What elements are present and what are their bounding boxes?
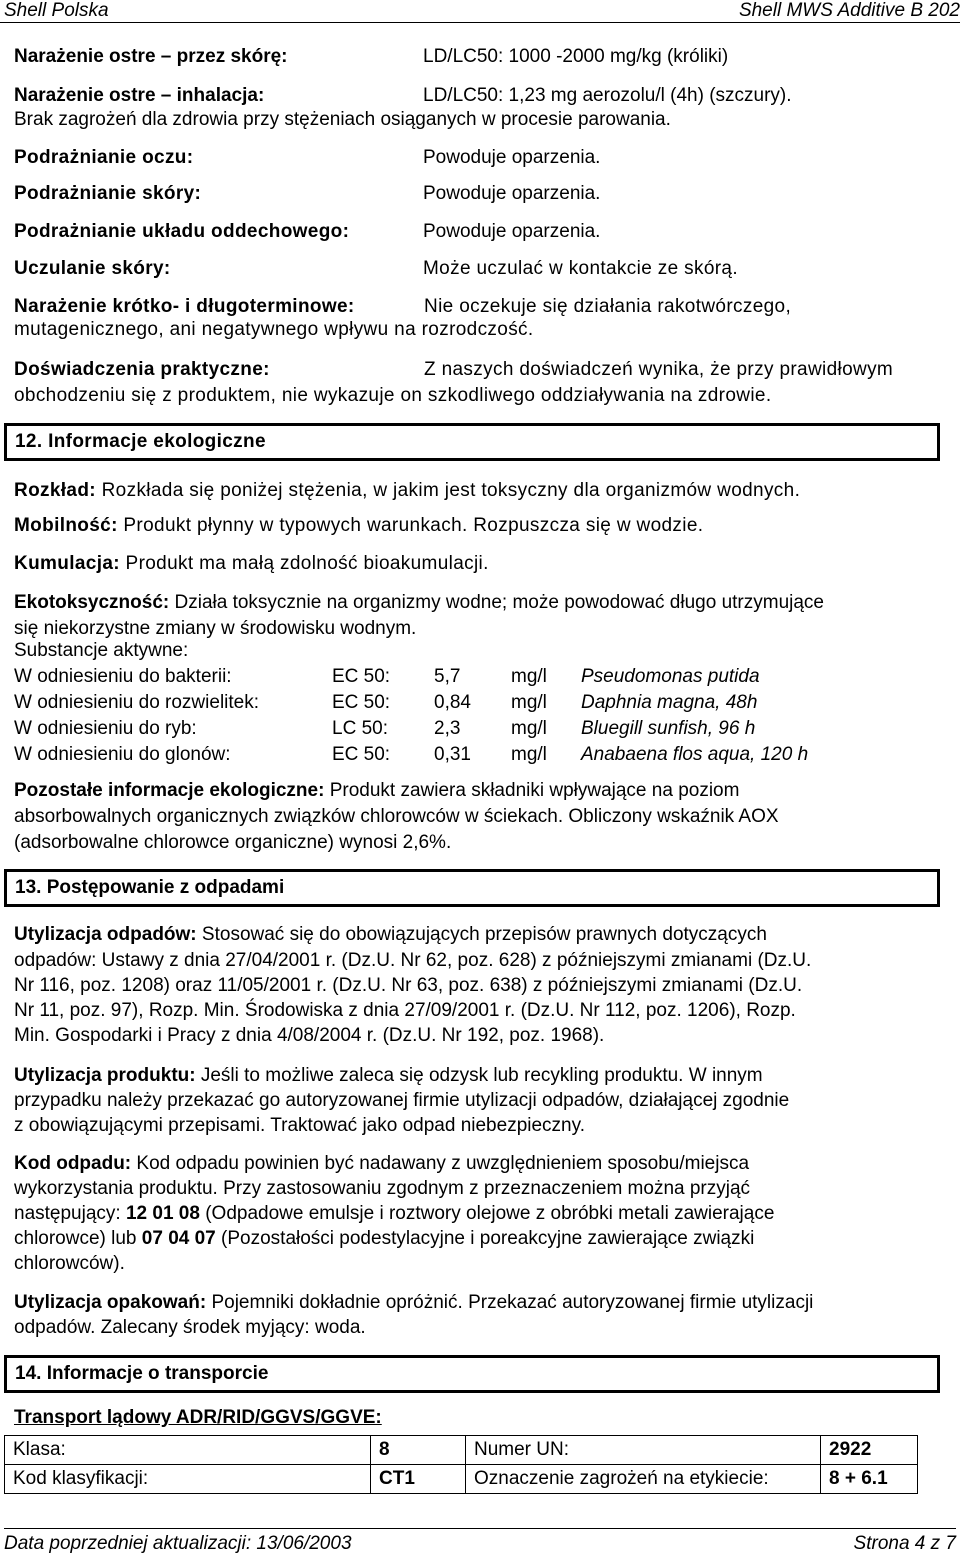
ecotox-table: [14, 664, 808, 768]
product-line-1: [14, 1063, 763, 1089]
table-row: [14, 690, 808, 716]
table-row: [14, 664, 808, 690]
section-13-title: 13. Postępowanie z odpadami: [15, 877, 285, 898]
sensitization-value: Może uczulać w kontakcie ze skórą.: [423, 258, 738, 279]
transport-cell: Numer UN:: [466, 1436, 821, 1465]
waste-text-5: Min. Gospodarki i Pracy z dnia 4/08/2004 r. (Dz.U. Nr 192, poz. 1968).: [14, 1025, 605, 1046]
practical-value: Z naszych doświadczeń wynika, że przy prawidłowym: [424, 359, 894, 380]
table-row: [5, 1436, 918, 1465]
code-line-4: [14, 1226, 754, 1252]
tox-label-inhalation: Narażenie ostre – inhalacja:: [14, 85, 265, 106]
substancje-label: Substancje aktywne:: [14, 640, 189, 661]
ecotox-ref: W odniesieniu do rozwielitek:: [14, 692, 260, 713]
transport-cell: 8 + 6.1: [821, 1465, 918, 1494]
waste-label: Utylizacja odpadów:: [14, 924, 197, 945]
ecotox-organism: Bluegill sunfish, 96 h: [581, 718, 756, 739]
irritation-skin-value: Powoduje oparzenia.: [423, 183, 601, 204]
transport-table: [4, 1435, 918, 1494]
footer-last-update: Data poprzedniej aktualizacji: 13/06/2003: [4, 1533, 352, 1554]
section-14-title: 14. Informacje o transporcie: [15, 1363, 269, 1384]
mobilnosc-text: Produkt płynny w typowych warunkach. Rozpuszcza się w wodzie.: [117, 515, 704, 536]
waste-code-1: 12 01 08: [125, 1203, 200, 1224]
code-line-1: [14, 1151, 749, 1177]
product-text-2: przypadku należy przekazać go autoryzowanej firmie utylizacji odpadów, działającej zgodnie: [14, 1090, 790, 1111]
long-term-value: Nie oczekuje się działania rakotwórczego,: [424, 296, 792, 317]
product-label: Utylizacja produktu:: [14, 1065, 196, 1086]
ekotox-text-1: Działa toksycznie na organizmy wodne; może powodować długo utrzymujące: [169, 592, 825, 613]
section-14-header: [4, 1355, 940, 1393]
long-term-cont: mutagenicznego, ani negatywnego wpływu na rozrodczość.: [14, 319, 534, 340]
transport-cell: 8: [371, 1436, 466, 1465]
waste-line-1: [14, 922, 767, 948]
transport-cell: CT1: [371, 1465, 466, 1494]
pack-text-1: Pojemniki dokładnie opróżnić. Przekazać autoryzowanej firmie utylizacji: [206, 1292, 814, 1313]
ecotox-unit: mg/l: [511, 718, 547, 739]
waste-text-2: odpadów: Ustawy z dnia 27/04/2001 r. (Dz.U. Nr 62, poz. 628) z późniejszymi zmianami (Dz.U.: [14, 950, 812, 971]
ecotox-ref: W odniesieniu do bakterii:: [14, 666, 232, 687]
waste-code-2: 07 04 07: [141, 1228, 216, 1249]
tox-value-inhalation: LD/LC50: 1,23 mg aerozolu/l (4h) (szczury).: [423, 85, 792, 106]
transport-cell: Oznaczenie zagrożeń na etykiecie:: [466, 1465, 821, 1494]
page-footer: [4, 1528, 956, 1555]
code-line-3: [14, 1201, 774, 1227]
rozklad-line: [14, 478, 800, 504]
waste-text-4: Nr 11, poz. 97), Rozp. Min. Środowiska z dnia 27/09/2001 r. (Dz.U. Nr 112, poz. 1206), Rozp.: [14, 1000, 796, 1021]
table-row: [14, 742, 808, 768]
irritation-eye-label: Podrażnianie oczu:: [14, 147, 194, 168]
section-12-header: [4, 423, 940, 461]
irritation-eye-value: Powoduje oparzenia.: [423, 147, 601, 168]
transport-cell: 2922: [821, 1436, 918, 1465]
ecotox-type: EC 50:: [332, 692, 391, 713]
table-row: [5, 1465, 918, 1494]
section-13-header: [4, 869, 940, 907]
ecotox-organism: Pseudomonas putida: [581, 666, 760, 687]
ecotox-unit: mg/l: [511, 666, 547, 687]
waste-text-3: Nr 116, poz. 1208) oraz 11/05/2001 r. (Dz.U. Nr 63, poz. 638) z późniejszymi zmianami (Dz.U.: [14, 975, 803, 996]
code-text-2: wykorzystania produktu. Przy zastosowaniu zgodnym z przeznaczeniem można przyjąć: [14, 1178, 751, 1199]
ekotox-line: [14, 590, 824, 616]
transport-cell: Kod klasyfikacji:: [5, 1465, 371, 1494]
pack-text-2: odpadów. Zalecany środek myjący: woda.: [14, 1317, 366, 1338]
ecotox-value: 5,7: [434, 666, 461, 687]
other-eco-text-3: (adsorbowalne chlorowce organiczne) wynosi 2,6%.: [14, 832, 452, 853]
ecotox-unit: mg/l: [511, 744, 547, 765]
irritation-resp-value: Powoduje oparzenia.: [423, 221, 601, 242]
ecotox-type: EC 50:: [332, 666, 391, 687]
transport-cell: Klasa:: [5, 1436, 371, 1465]
sensitization-label: Uczulanie skóry:: [14, 258, 171, 279]
tox-label-skin: Narażenie ostre – przez skórę:: [14, 46, 288, 67]
kumulacja-text: Produkt ma małą zdolność bioakumulacji.: [119, 553, 489, 574]
practical-label: Doświadczenia praktyczne:: [14, 359, 270, 380]
code-label: Kod odpadu:: [14, 1153, 132, 1174]
section-12-title: 12. Informacje ekologiczne: [15, 431, 266, 452]
other-eco-text-1: Produkt zawiera składniki wpływające na poziom: [324, 780, 740, 801]
code-text-4a: chlorowce) lub: [14, 1228, 142, 1249]
ecotox-value: 0,31: [434, 744, 471, 765]
product-text-3: z obowiązującymi przepisami. Traktować jako odpad niebezpieczny.: [14, 1115, 585, 1136]
kumulacja-line: [14, 551, 489, 577]
irritation-resp-label: Podrażnianie układu oddechowego:: [14, 221, 350, 242]
page-header: [0, 0, 960, 23]
ecotox-type: EC 50:: [332, 744, 391, 765]
rozklad-label: Rozkład:: [14, 480, 96, 501]
ecotox-type: LC 50:: [332, 718, 388, 739]
code-text-3c: (Odpadowe emulsje i roztwory olejowe z obróbki metali zawierające: [199, 1203, 775, 1224]
ecotox-value: 2,3: [434, 718, 461, 739]
irritation-skin-label: Podrażnianie skóry:: [14, 183, 202, 204]
ecotox-ref: W odniesieniu do ryb:: [14, 718, 197, 739]
header-company: Shell Polska: [4, 0, 109, 21]
other-eco-label: Pozostałe informacje ekologiczne:: [14, 780, 325, 801]
waste-text-1: Stosować się do obowiązujących przepisów prawnych dotyczących: [196, 924, 767, 945]
long-term-label: Narażenie krótko- i długoterminowe:: [14, 296, 355, 317]
tox-value-skin: LD/LC50: 1000 -2000 mg/kg (króliki): [423, 46, 729, 67]
kumulacja-label: Kumulacja:: [14, 553, 120, 574]
rozklad-text: Rozkłada się poniżej stężenia, w jakim jest toksyczny dla organizmów wodnych.: [95, 480, 801, 501]
ecotox-value: 0,84: [434, 692, 471, 713]
ecotox-ref: W odniesieniu do glonów:: [14, 744, 231, 765]
code-text-3a: następujący:: [14, 1203, 126, 1224]
ecotox-unit: mg/l: [511, 692, 547, 713]
table-row: [14, 716, 808, 742]
ekotox-text-2: się niekorzystne zmiany w środowisku wodnym.: [14, 618, 417, 639]
product-text-1: Jeśli to możliwe zaleca się odzysk lub recykling produktu. W innym: [195, 1065, 763, 1086]
header-product: Shell MWS Additive B 202: [738, 0, 960, 21]
ekotox-label: Ekotoksyczność:: [14, 592, 170, 613]
practical-cont: obchodzeniu się z produktem, nie wykazuje on szkodliwego oddziaływania na zdrowie.: [14, 385, 772, 406]
other-eco-line-1: [14, 778, 739, 804]
ecotox-organism: Anabaena flos aqua, 120 h: [581, 744, 809, 765]
mobilnosc-label: Mobilność:: [14, 515, 118, 536]
ecotox-organism: Daphnia magna, 48h: [581, 692, 758, 713]
other-eco-text-2: absorbowalnych organicznych związków chlorowców w ściekach. Obliczony wskaźnik AOX: [14, 806, 779, 827]
mobilnosc-line: [14, 513, 703, 539]
transport-title: Transport lądowy ADR/RID/GGVS/GGVE:: [14, 1407, 382, 1428]
code-text-1: Kod odpadu powinien być nadawany z uwzględnieniem sposobu/miejsca: [131, 1153, 750, 1174]
code-text-5: chlorowców).: [14, 1253, 125, 1274]
tox-note: Brak zagrożeń dla zdrowia przy stężeniach osiąganych w procesie parowania.: [14, 109, 671, 130]
code-text-4c: (Pozostałości podestylacyjne i poreakcyjne zawierające związki: [215, 1228, 755, 1249]
pack-label: Utylizacja opakowań:: [14, 1292, 207, 1313]
pack-line-1: [14, 1290, 813, 1316]
footer-page-number: Strona 4 z 7: [853, 1533, 956, 1554]
